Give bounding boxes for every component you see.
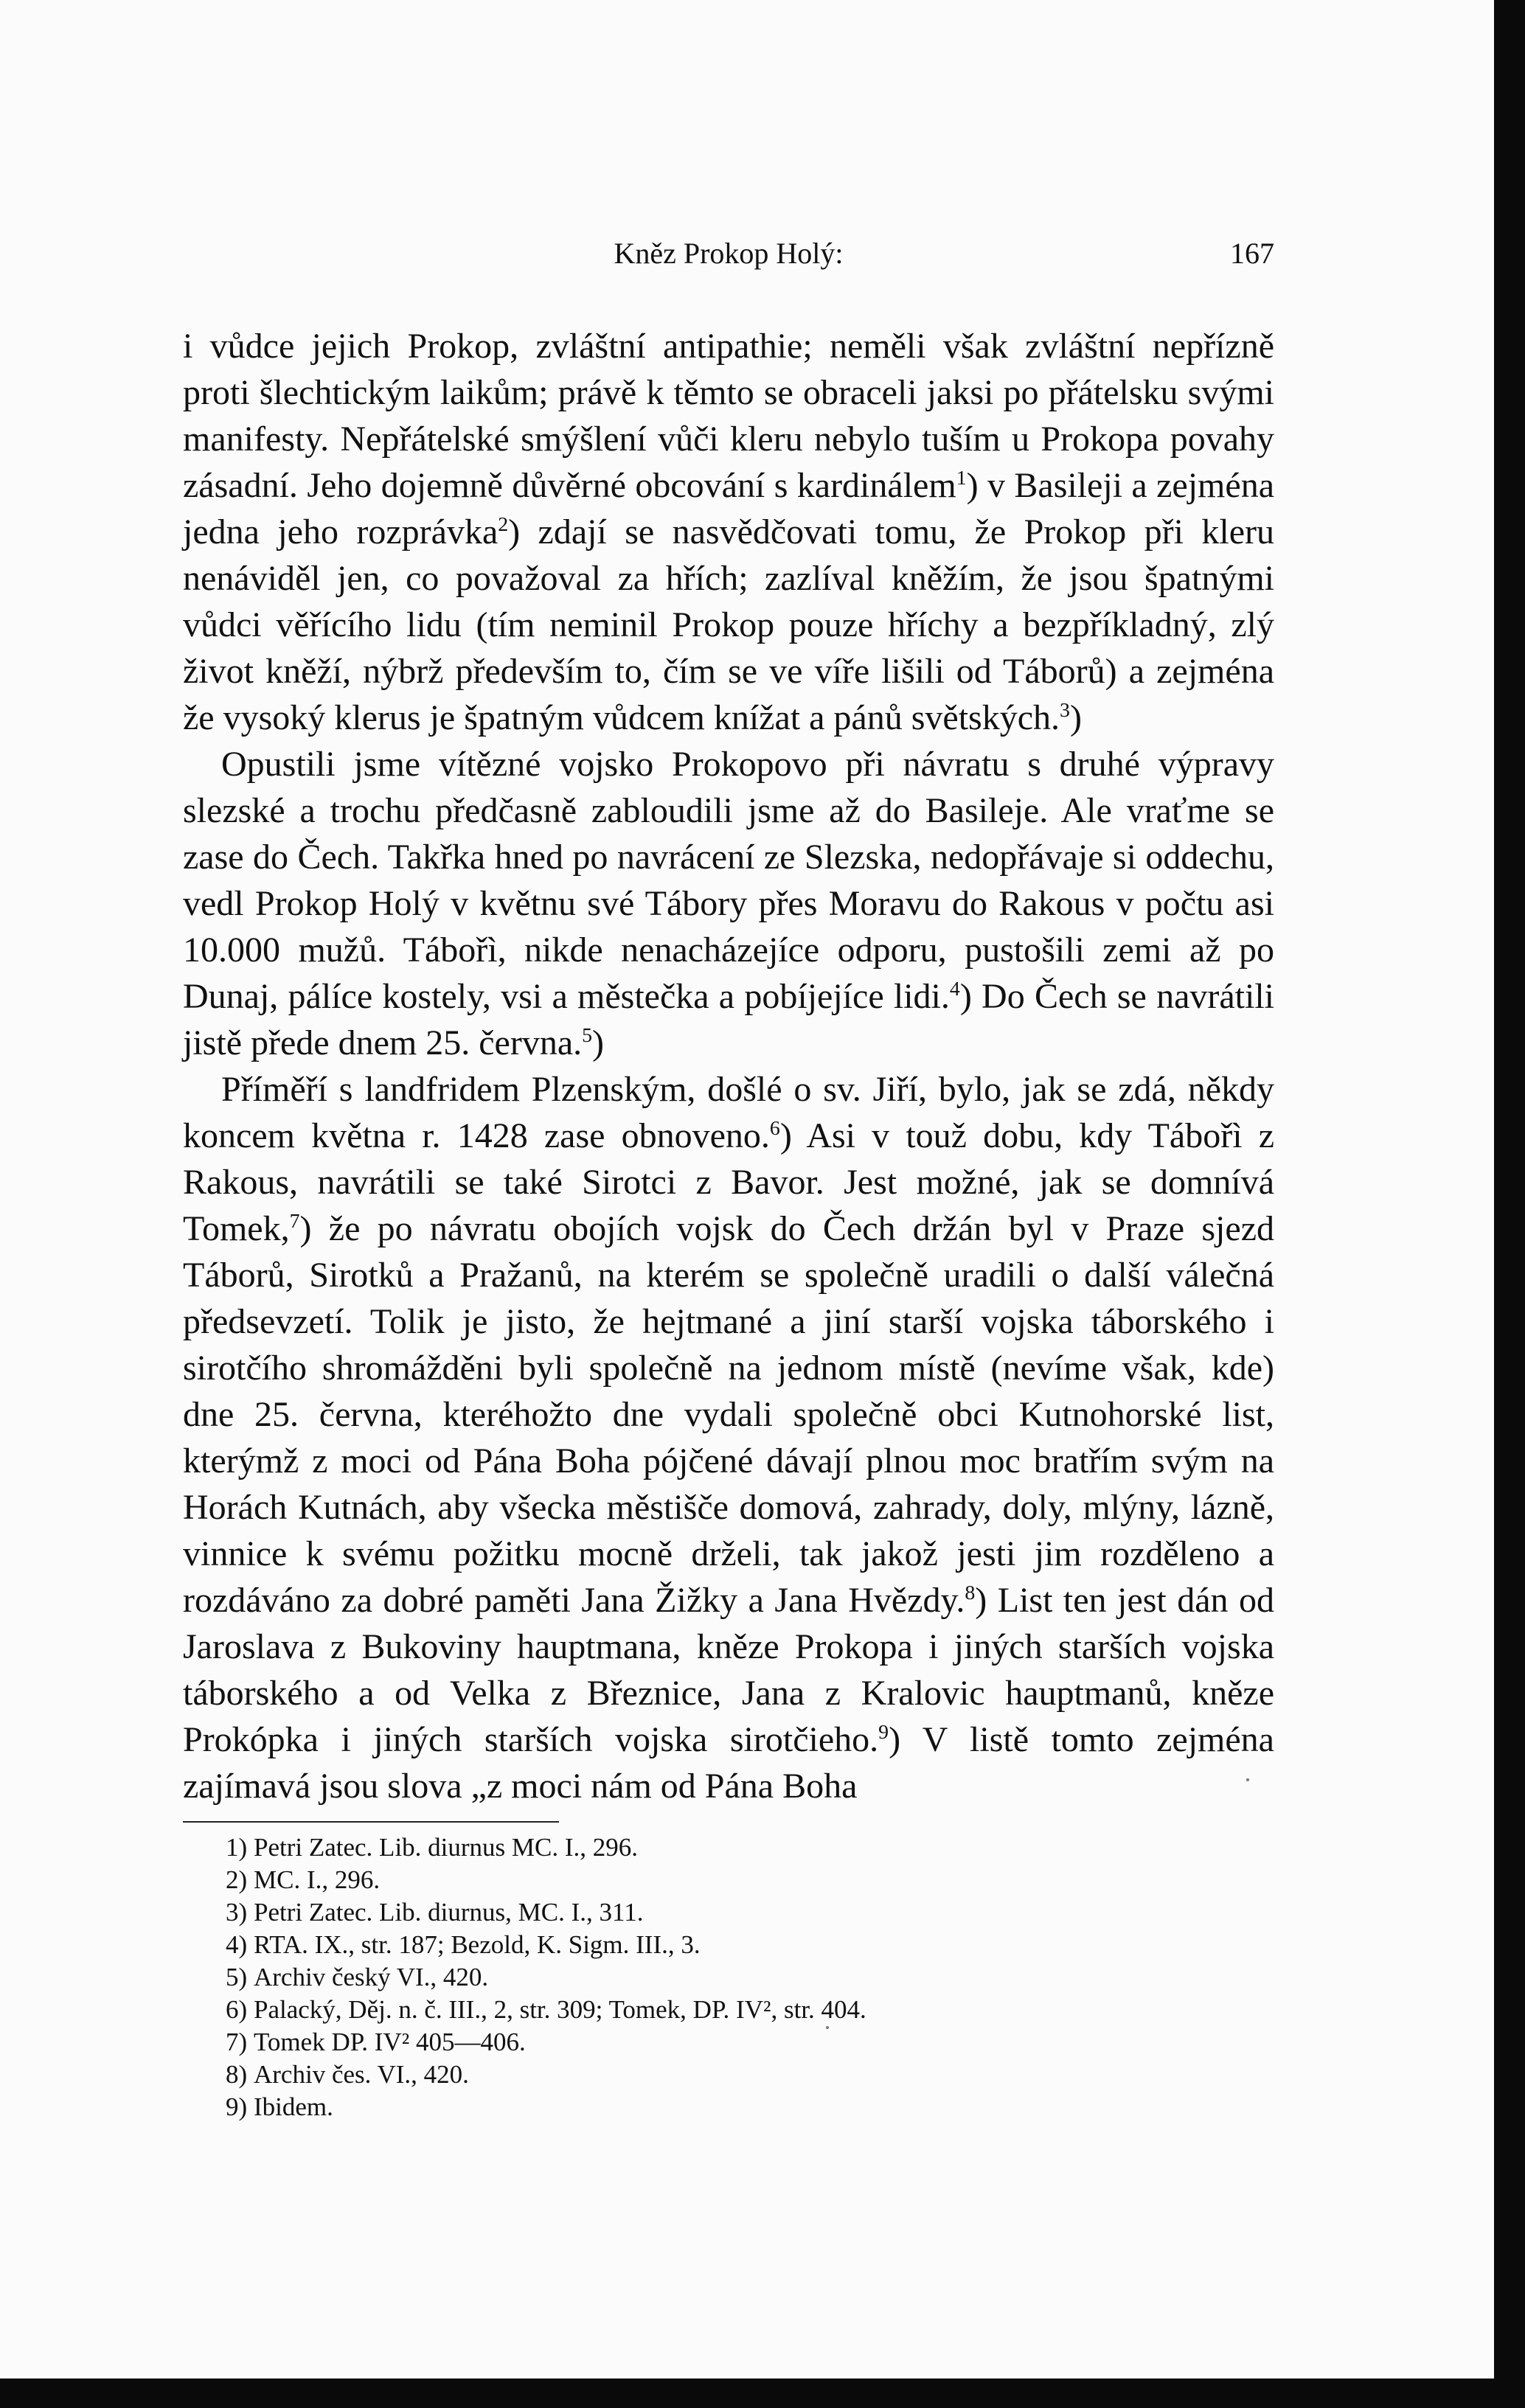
footnote bbox=[183, 1994, 1274, 2026]
footnote-reference: 9 bbox=[878, 1720, 889, 1744]
footnote bbox=[183, 1961, 1274, 1994]
body-text bbox=[183, 323, 1274, 1809]
footnote-reference: 2 bbox=[498, 512, 509, 536]
text-run: ) v Basileji a zejména jedna jeho rozprávka bbox=[183, 466, 1275, 551]
footnote-mark: 9) bbox=[226, 2092, 248, 2121]
text-run: ) Do Čech se navrátili jistě přede dnem 25. června. bbox=[183, 977, 1275, 1062]
scan-border-bottom bbox=[0, 2379, 1525, 2408]
footnote-mark: 6) bbox=[226, 1995, 248, 2024]
footnote-reference: 6 bbox=[769, 1116, 780, 1140]
footnote-reference: 4 bbox=[949, 977, 960, 1001]
footnote-mark: 3) bbox=[226, 1898, 248, 1927]
footnote bbox=[183, 1831, 1274, 1864]
footnote-text: Archiv český VI., 420. bbox=[254, 1963, 489, 1991]
text-run: Opustili jsme vítězné vojsko Prokopovo při návratu s druhé výpravy slezské a trochu předčasně zabloudili jsme až do Basileje. Ale vraťme se zase do Čech. Takřka hned po navrácení ze Slezska, nedopřávaje si oddechu, vedl Prokop Holý v květnu své Tábory přes Moravu do Rakous v počtu asi 10.000 mužů. Tábořì, nikde nenacházejíce odporu, pustošili zemi až po Dunaj, pálíce kostely, vsi a městečka a pobíjejíce lidi. bbox=[183, 745, 1274, 1016]
footnote-reference: 7 bbox=[289, 1209, 300, 1233]
footnote-mark: 7) bbox=[226, 2028, 248, 2056]
footnotes bbox=[183, 1831, 1274, 2123]
running-title: Kněz Prokop Holý: bbox=[614, 237, 844, 270]
footnote-reference: 1 bbox=[956, 466, 967, 490]
footnote-mark: 1) bbox=[226, 1833, 248, 1862]
text-run: ) že po návratu obojích vojsk do Čech držán byl v Praze sjezd Táborů, Sirotků a Pražanů, na kterém se společně uradili o další válečná předsevzetí. Tolik je jisto, že hejtmané a jiní starší vojska táborského i sirotčího shromážděni byli společně na jednom místě (nevíme však, kde) dne 25. června, kteréhožto dne vydali společně obci Kutnohorské list, kterýmž z moci od Pána Boha pójčené dávají plnou moc bratřím svým na Horách Kutnách, aby všecka městišče domová, zahrady, doly, mlýny, lázně, vinnice k svému požitku mocně drželi, tak jakož jesti jim rozděleno a rozdáváno za dobré paměti Jana Žižky a Jana Hvězdy. bbox=[183, 1209, 1274, 1620]
text-run: ) bbox=[592, 1023, 605, 1062]
book-page bbox=[183, 236, 1274, 2123]
text-run: ) bbox=[1069, 698, 1082, 737]
footnote-text: Ibidem. bbox=[254, 2092, 333, 2121]
footnote bbox=[183, 2059, 1274, 2091]
footnote bbox=[183, 1864, 1274, 1896]
paragraph bbox=[183, 741, 1274, 1066]
footnote-mark: 8) bbox=[226, 2060, 248, 2089]
footnote bbox=[183, 1896, 1274, 1929]
footnote-text: Tomek DP. IV² 405—406. bbox=[254, 2028, 526, 2056]
footnote bbox=[183, 1929, 1274, 1961]
footnote-text: Petri Zatec. Lib. diurnus, MC. I., 311. bbox=[254, 1898, 644, 1927]
footnote-text: Palacký, Děj. n. č. III., 2, str. 309; Tomek, DP. IV², str. 404. bbox=[254, 1995, 866, 2024]
footnote-mark: 5) bbox=[226, 1963, 248, 1991]
text-run: Příměří s landfridem Plzenským, došlé o sv. Jiří, bylo, jak se zdá, někdy koncem května r. 1428 zase obnoveno. bbox=[183, 1070, 1274, 1155]
footnote-text: Petri Zatec. Lib. diurnus MC. I., 296. bbox=[254, 1833, 639, 1862]
footnote bbox=[183, 2026, 1274, 2059]
footnote-reference: 8 bbox=[965, 1581, 976, 1604]
footnote bbox=[183, 2091, 1274, 2123]
scan-border-right bbox=[1494, 0, 1525, 2408]
footnote-mark: 4) bbox=[226, 1930, 248, 1959]
text-run: i vůdce jejich Prokop, zvláštní antipathie; neměli však zvláštní nepřízně proti šlechtickým laikům; právě k těmto se obraceli jaksi po přátelsku svými manifesty. Nepřátelské smýšlení vůči kleru nebylo tuším u Prokopa povahy zásadní. Jeho dojemně důvěrné obcování s kardinálem bbox=[183, 327, 1274, 505]
footnote-reference: 3 bbox=[1060, 698, 1070, 722]
paragraph bbox=[183, 323, 1274, 741]
text-run: ) List ten jest dán od Jaroslava z Bukoviny hauptmana, kněze Prokopa i jiných starších vojska táborského a od Velka z Březnice, Jana z Kralovic hauptmanů, kněze Prokópka i jiných starších vojska sirotčieho. bbox=[183, 1581, 1274, 1759]
footnote-mark: 2) bbox=[226, 1865, 248, 1894]
footnote-text: Archiv čes. VI., 420. bbox=[254, 2060, 469, 2089]
footnote-text: MC. I., 296. bbox=[254, 1865, 381, 1894]
footnote-text: RTA. IX., str. 187; Bezold, K. Sigm. III., 3. bbox=[254, 1930, 701, 1959]
footnote-reference: 5 bbox=[582, 1023, 593, 1047]
paragraph bbox=[183, 1066, 1274, 1809]
text-run: ) Asi v touž dobu, kdy Tábořì z Rakous, navrátili se také Sirotci z Bavor. Jest možné, jak se domnívá Tomek, bbox=[183, 1116, 1274, 1248]
text-run: ) zdají se nasvědčovati tomu, že Prokop při kleru nenáviděl jen, co považoval za hřích; zazlíval kněžím, že jsou špatnými vůdci věřícího lidu (tím neminil Prokop pouze hříchy a bezpříkladný, zlý život kněží, nýbrž především to, čím se ve víře lišili od Táborů) a zejména že vysoký klerus je špatným vůdcem knížat a pánů světských. bbox=[183, 512, 1274, 737]
footnote-rule bbox=[183, 1821, 559, 1823]
text-run: ) V listě tomto zejména zajímavá jsou slova „z moci nám od Pána Boha bbox=[183, 1720, 1274, 1806]
page-number: 167 bbox=[1230, 237, 1274, 270]
page-header bbox=[183, 236, 1274, 288]
